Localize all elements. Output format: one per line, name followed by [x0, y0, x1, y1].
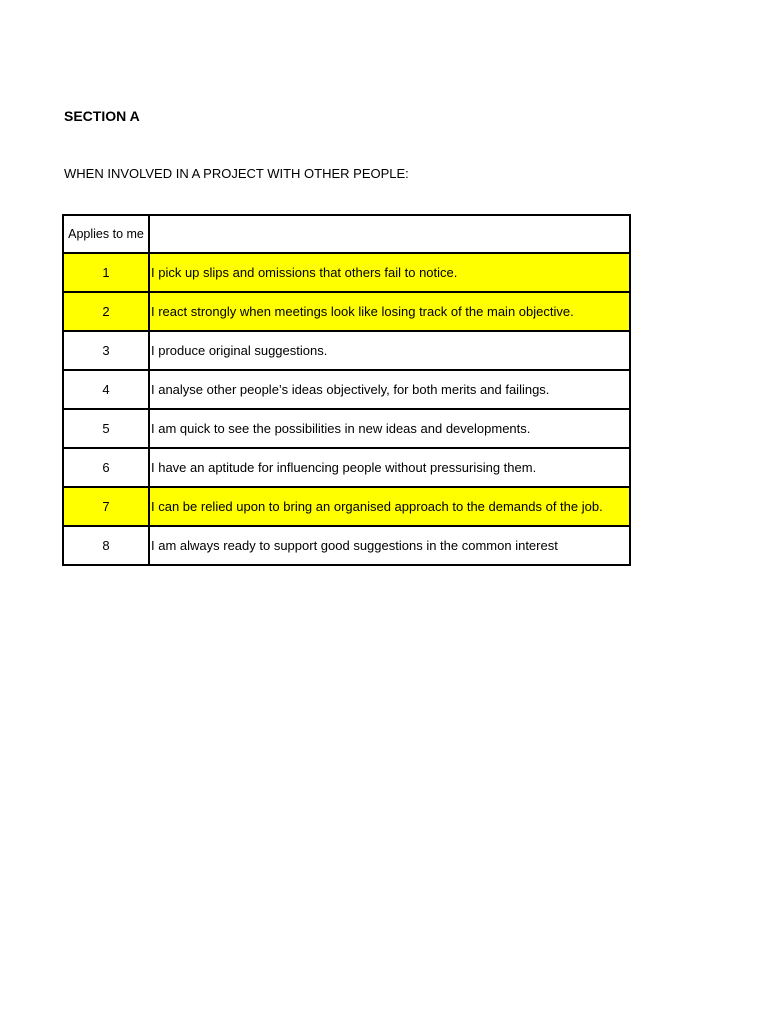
row-statement: I am quick to see the possibilities in new ideas and developments. [149, 409, 630, 448]
table-row [63, 253, 630, 292]
table-row [63, 487, 630, 526]
row-number: 4 [63, 370, 149, 409]
row-statement: I produce original suggestions. [149, 331, 630, 370]
row-statement: I am always ready to support good suggestions in the common interest [149, 526, 630, 565]
table-header-row [63, 215, 630, 253]
table-row [63, 370, 630, 409]
row-number: 1 [63, 253, 149, 292]
row-statement: I have an aptitude for influencing people without pressurising them. [149, 448, 630, 487]
row-number: 2 [63, 292, 149, 331]
row-statement: I react strongly when meetings look like losing track of the main objective. [149, 292, 630, 331]
row-number: 7 [63, 487, 149, 526]
row-statement: I can be relied upon to bring an organised approach to the demands of the job. [149, 487, 630, 526]
row-number: 3 [63, 331, 149, 370]
row-number: 8 [63, 526, 149, 565]
table-row [63, 331, 630, 370]
table-row [63, 448, 630, 487]
table-row [63, 526, 630, 565]
statements-table [62, 214, 631, 566]
applies-to-me-header: Applies to me [63, 215, 149, 253]
statement-header [149, 215, 630, 253]
row-statement: I pick up slips and omissions that others fail to notice. [149, 253, 630, 292]
row-statement: I analyse other people’s ideas objectively, for both merits and failings. [149, 370, 630, 409]
section-title: SECTION A [64, 108, 140, 124]
table-row [63, 292, 630, 331]
row-number: 6 [63, 448, 149, 487]
row-number: 5 [63, 409, 149, 448]
instruction-text: WHEN INVOLVED IN A PROJECT WITH OTHER PEOPLE: [64, 166, 409, 181]
table-row [63, 409, 630, 448]
